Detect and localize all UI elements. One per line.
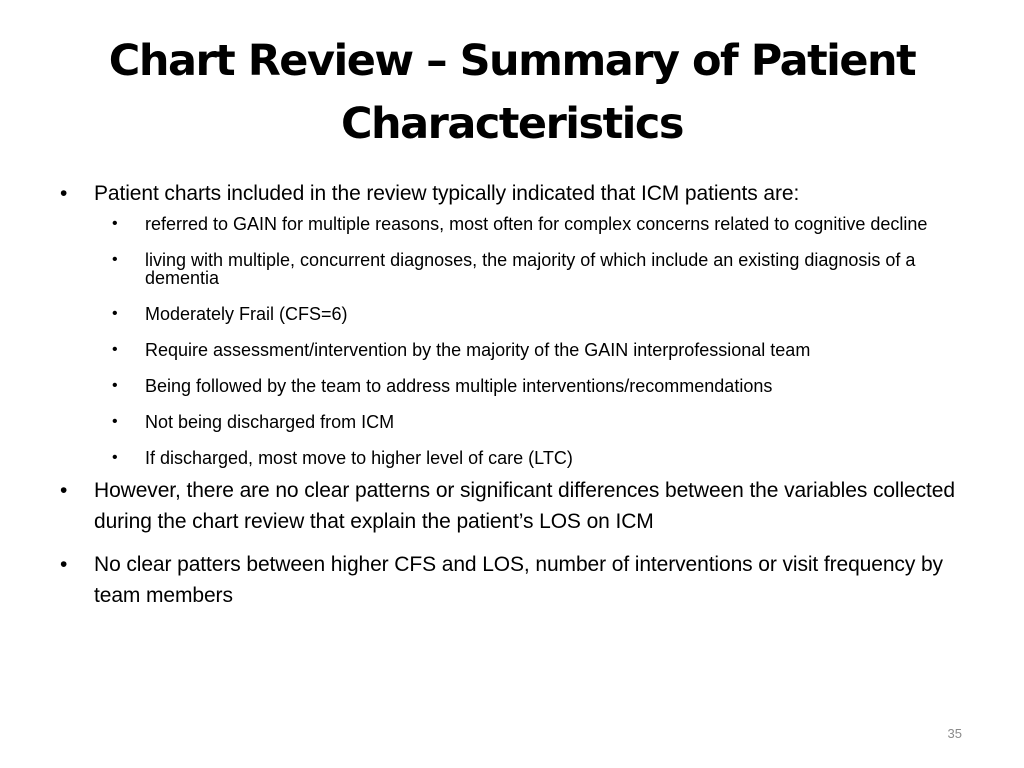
bullet-icon: • xyxy=(60,182,68,205)
sub-bullet-text: Require assessment/intervention by the majority of the GAIN interprofessional team xyxy=(145,340,811,360)
bullet-icon: • xyxy=(112,215,118,232)
bullet-item xyxy=(60,475,960,537)
bullet-icon: • xyxy=(112,413,118,430)
bullet-icon: • xyxy=(112,377,118,394)
bullet-icon: • xyxy=(112,251,118,268)
sub-bullet-item xyxy=(60,251,960,287)
bullet-icon: • xyxy=(112,449,118,466)
bullet-icon: • xyxy=(112,305,118,322)
bullet-icon: • xyxy=(60,479,68,502)
bullet-text: However, there are no clear patterns or significant differences between the variables collected during the chart review that explain the patient’s LOS on ICM xyxy=(94,479,955,533)
bullet-text: No clear patters between higher CFS and LOS, number of interventions or visit frequency by team members xyxy=(94,553,943,607)
sub-bullet-item xyxy=(60,215,960,233)
sub-bullet-text: Moderately Frail (CFS=6) xyxy=(145,304,348,324)
sub-bullet-item xyxy=(60,305,960,323)
sub-bullet-item xyxy=(60,449,960,467)
bullet-item xyxy=(60,178,960,209)
sub-bullet-item xyxy=(60,341,960,359)
sub-bullet-text: If discharged, most move to higher level of care (LTC) xyxy=(145,448,573,468)
bullet-item xyxy=(60,549,960,611)
bullet-icon: • xyxy=(112,341,118,358)
sub-bullet-item xyxy=(60,377,960,395)
sub-bullet-text: living with multiple, concurrent diagnoses, the majority of which include an existing diagnosis of a dementia xyxy=(145,250,916,288)
sub-bullet-list xyxy=(60,215,960,467)
sub-bullet-item xyxy=(60,413,960,431)
bullet-text: Patient charts included in the review typically indicated that ICM patients are: xyxy=(94,182,800,205)
sub-bullet-text: Not being discharged from ICM xyxy=(145,412,395,432)
page-number: 35 xyxy=(947,726,962,741)
sub-bullet-text: referred to GAIN for multiple reasons, most often for complex concerns related to cognitive decline xyxy=(145,214,928,234)
slide-title: Chart Review – Summary of Patient Characteristics xyxy=(108,36,916,149)
bullet-icon: • xyxy=(60,553,68,576)
bullet-list xyxy=(60,178,960,611)
sub-bullet-text: Being followed by the team to address multiple interventions/recommendations xyxy=(145,376,773,396)
